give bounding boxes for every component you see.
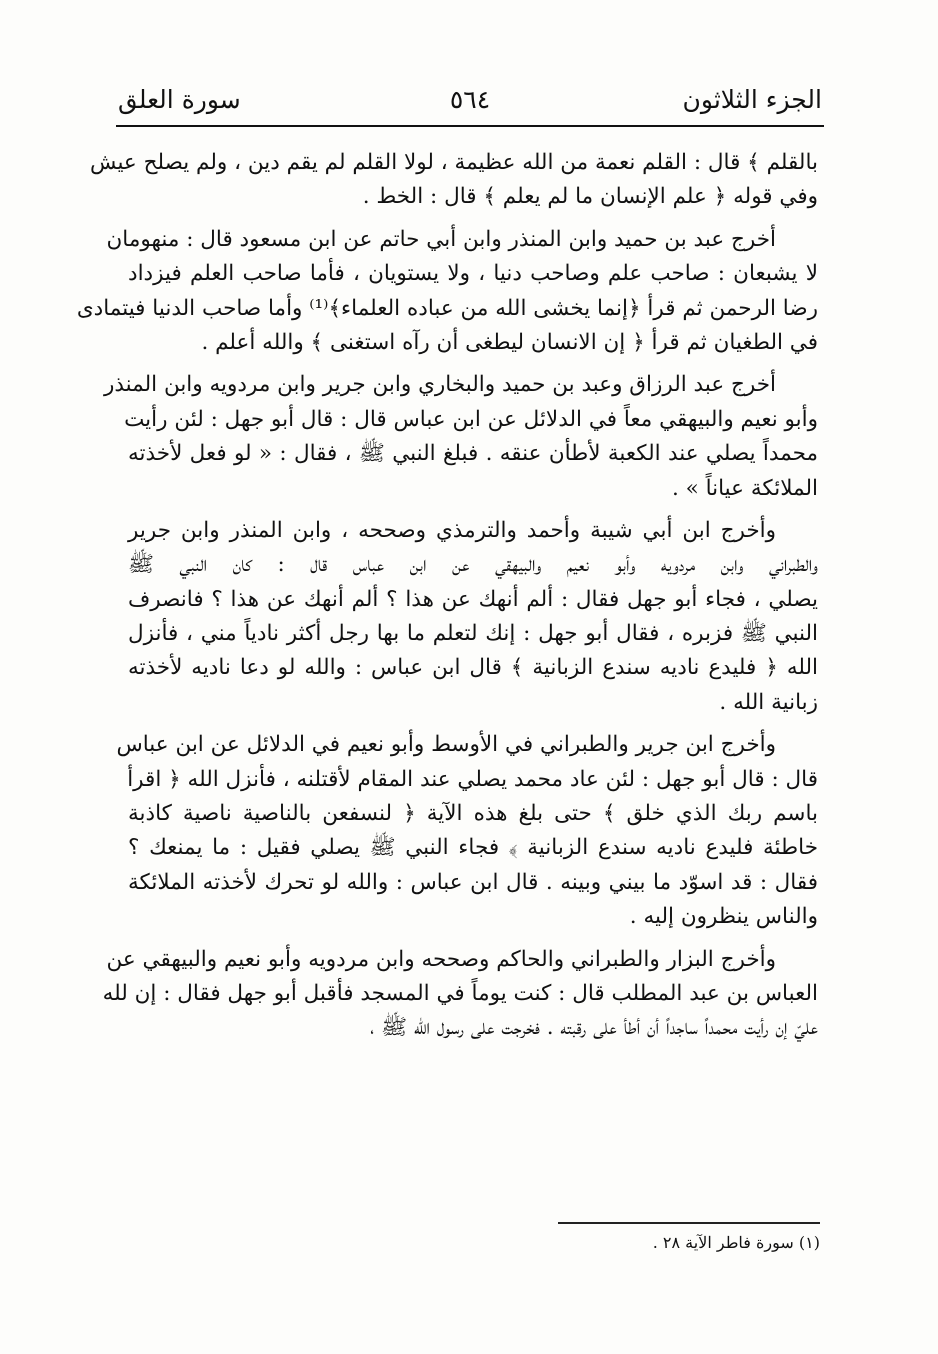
- text-line: النبي ﷺ فزبره ، فقال أبو جهل : إنك لتعلم ما بها رجل أكثر نادياً مني ، فأنزل: [128, 621, 818, 647]
- body-text: [76, 146, 818, 1046]
- text-line: وأخرج ابن جرير والطبراني في الأوسط وأبو نعيم في الدلائل عن ابن عباس: [116, 732, 776, 758]
- text-line: زبانية الله .: [719, 689, 818, 715]
- paragraph: [90, 146, 818, 215]
- text-line: وأخرج البزار والطبراني والحاكم وصححه وابن مردويه وأبو نعيم والبيهقي عن: [106, 946, 776, 972]
- header-rule: [116, 125, 824, 127]
- text-line: عليّ إن رأيت محمداً ساجداً أن أطأ على رقبته . فخرجت على رسول الله ﷺ ،: [370, 1015, 818, 1041]
- text-line: رضا الرحمن ثم قرأ ﴿إنما يخشى الله من عباده العلماء﴾⁽¹⁾ وأما صاحب الدنيا فيتمادى: [76, 295, 818, 321]
- paragraph: [128, 514, 818, 720]
- text-line: قال : قال أبو جهل : لئن عاد محمد يصلي عند المقام لأقتلنه ، فأنزل الله ﴿ اقرأ: [127, 766, 818, 792]
- text-line: وأخرج ابن أبي شيبة وأحمد والترمذي وصححه ، وابن المنذر وابن جرير: [128, 517, 776, 543]
- text-line: لا يشبعان : صاحب علم وصاحب دنيا ، ولا يستويان ، فأما صاحب العلم فيزداد: [128, 261, 818, 287]
- header-surah-title: سورة العلق: [118, 85, 241, 114]
- text-line: وأبو نعيم والبيهقي معاً في الدلائل عن ابن عباس قال : قال أبو جهل : لئن رأيت: [124, 406, 818, 432]
- footnote: (١) سورة فاطر الآية ٢٨ .: [652, 1233, 820, 1252]
- text-line: والناس ينظرون إليه .: [629, 904, 818, 930]
- text-line: الله ﴿ فليدع ناديه سندع الزبانية ﴾ قال ابن عباس : والله لو دعا ناديه لأخذته: [128, 655, 818, 681]
- text-line: خاطئة فليدع ناديه سندع الزبانية ﴾ فجاء النبي ﷺ يصلي فقيل : ما يمنعك ؟: [128, 835, 818, 861]
- paragraph-gap: [128, 360, 818, 368]
- text-line: في الطغيان ثم قرأ ﴿ إن الانسان ليطغى أن رآه استغنى ﴾ والله أعلم .: [201, 329, 818, 355]
- text-line: يصلي ، فجاء أبو جهل فقال : ألم أنهك عن هذا ؟ ألم أنهك عن هذا ؟ فانصرف: [128, 586, 818, 612]
- text-line: العباس بن عبد المطلب قال : كنت يوماً في المسجد فأقبل أبو جهل فقال : إن لله: [102, 980, 818, 1006]
- paragraph: [76, 223, 818, 361]
- text-line: محمداً يصلي عند الكعبة لأطأن عنقه . فبلغ النبي ﷺ ، فقال : « لو فعل لأخذته: [128, 441, 818, 467]
- paragraph: [104, 368, 818, 506]
- page-header: [118, 78, 822, 122]
- footnote-rule: [558, 1222, 820, 1224]
- header-part-title: الجزء الثلاثون: [682, 85, 822, 114]
- paragraph-gap: [128, 720, 818, 728]
- text-line: باسم ربك الذي خلق ﴾ حتى بلغ هذه الآية ﴿ لنسفعن بالناصية ناصية كاذبة: [128, 801, 818, 827]
- text-line: بالقلم ﴾ قال : القلم نعمة من الله عظيمة ، لولا القلم لم يقم دين ، ولم يصلح عيش: [90, 150, 818, 175]
- paragraph-gap: [128, 215, 818, 223]
- text-line: والطبراني وابن مردويه وأبو نعيم والبيهقي عن ابن عباس قال : كان النبي ﷺ: [128, 552, 818, 578]
- text-line: فقال : قد اسوّد ما بيني وبينه . قال ابن عباس : والله لو تحرك لأخذته الملائكة: [128, 869, 818, 895]
- text-line: وفي قوله ﴿ علم الإنسان ما لم يعلم ﴾ قال : الخط .: [362, 184, 818, 210]
- paragraph-gap: [128, 506, 818, 514]
- header-page-number: ٥٦٤: [449, 85, 491, 114]
- paragraph: [116, 728, 818, 934]
- text-line: الملائكة عياناً » .: [671, 475, 818, 501]
- text-line: أخرج عبد بن حميد وابن المنذر وابن أبي حاتم عن ابن مسعود قال : منهومان: [106, 226, 776, 252]
- paragraph: [102, 943, 818, 1046]
- paragraph-gap: [128, 935, 818, 943]
- text-line: أخرج عبد الرزاق وعبد بن حميد والبخاري وابن جرير وابن مردويه وابن المنذر: [104, 372, 776, 398]
